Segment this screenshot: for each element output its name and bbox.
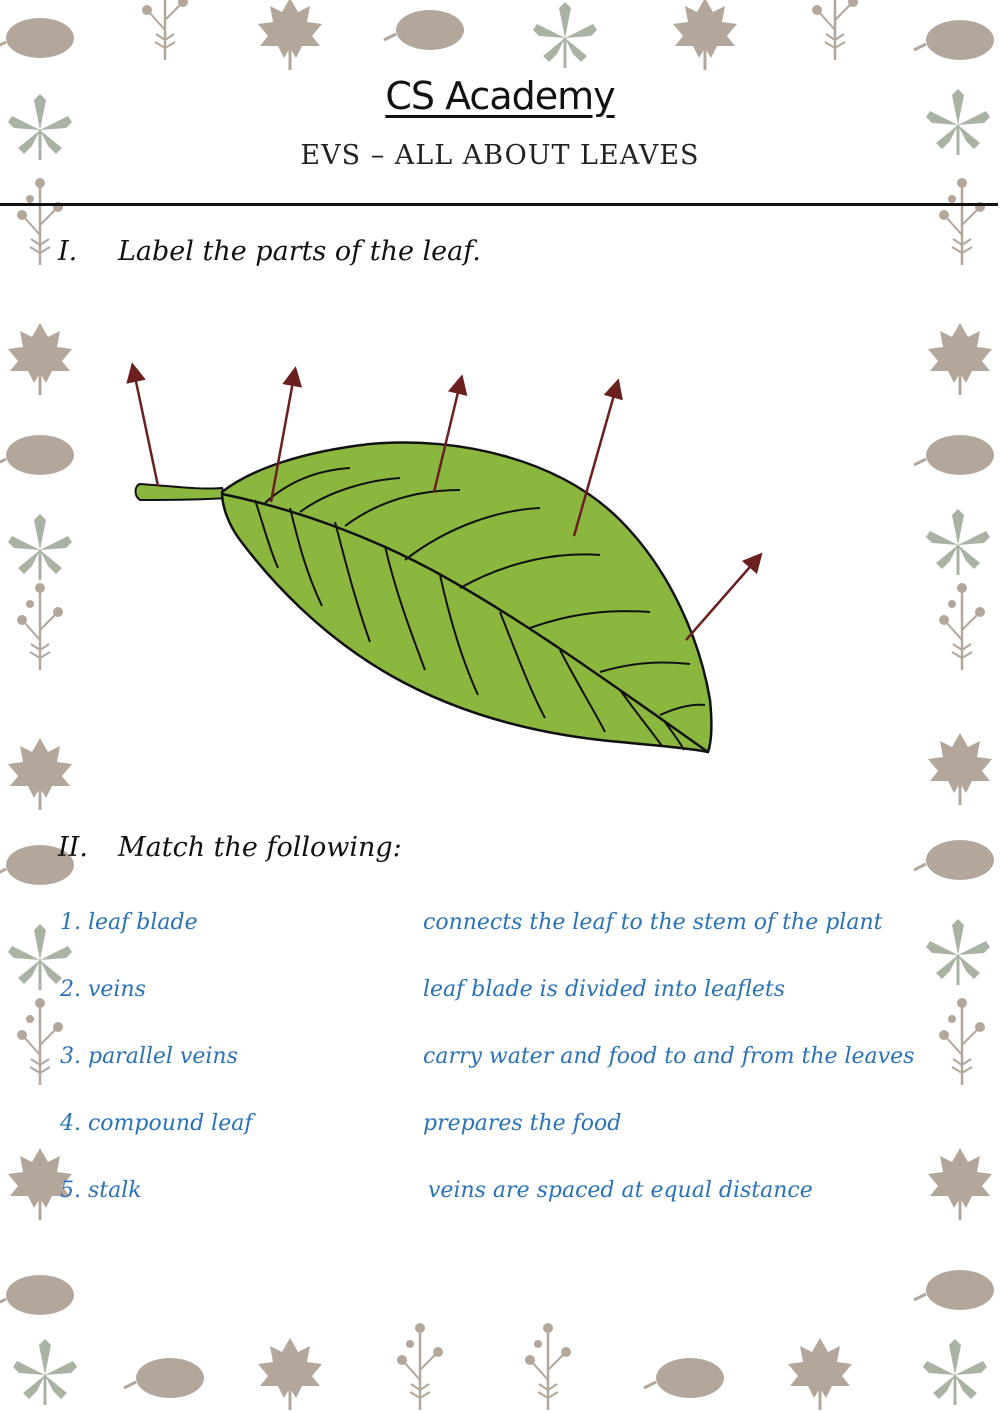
match-definition-4: prepares the food [423, 1111, 622, 1136]
leaf-stalk [136, 484, 227, 500]
match-term-4: 4. compound leaf [60, 1111, 253, 1136]
label-arrow-stalk [134, 372, 158, 486]
page-subtitle: EVS – ALL ABOUT LEAVES [300, 140, 700, 171]
label-arrow-margin [686, 560, 756, 640]
leaf-diagram [120, 360, 780, 780]
match-definition-5: veins are spaced at equal distance [428, 1178, 813, 1203]
header-divider [0, 203, 998, 206]
match-term-5: 5. stalk [60, 1178, 142, 1203]
leaf-blade [222, 443, 711, 752]
match-definition-2: leaf blade is divided into leaflets [423, 977, 786, 1002]
match-term-3: 3. parallel veins [60, 1044, 238, 1069]
match-term-1: 1. leaf blade [60, 910, 198, 935]
match-definition-3: carry water and food to and from the leaves [423, 1044, 915, 1069]
section-1-number: I. [58, 236, 78, 267]
leaf-illustration [136, 443, 712, 752]
page-title: CS Academy [385, 74, 615, 118]
match-term-2: 2. veins [60, 977, 146, 1002]
section-1-label: Label the parts of the leaf. [118, 236, 481, 267]
match-definition-1: connects the leaf to the stem of the plant [423, 910, 883, 935]
section-1-heading [58, 236, 481, 267]
section-2-label: Match the following: [118, 832, 402, 863]
section-2-number: II. [58, 832, 88, 863]
section-2-heading [58, 832, 402, 863]
